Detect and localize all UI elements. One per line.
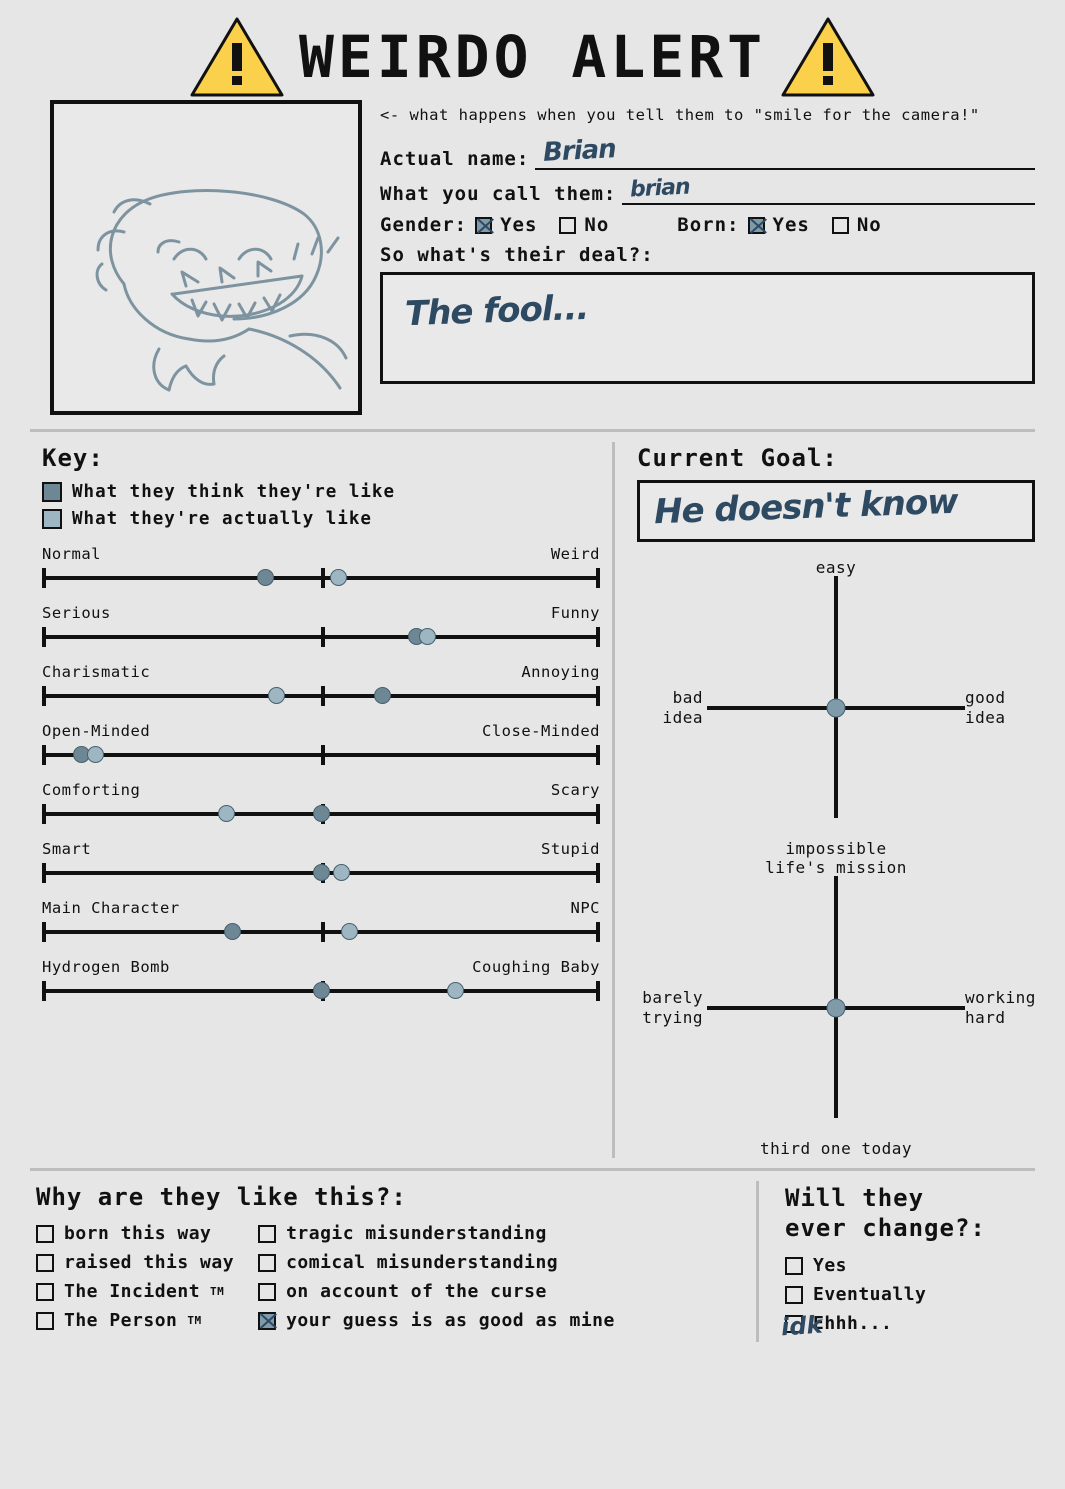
born-no-checkbox[interactable] (832, 217, 849, 234)
slider-tick (596, 922, 600, 942)
quadrant-bottom-label: impossible (785, 839, 887, 858)
slider-tick (42, 863, 46, 883)
actual-name-input[interactable] (535, 134, 1035, 170)
actual-name-label: Actual name: (380, 148, 530, 170)
quadrant-top-label: life's mission (765, 858, 907, 877)
why-option[interactable] (258, 1223, 615, 1244)
slider-right-label: Annoying (521, 663, 600, 681)
quadrant-left-line1: barely (642, 988, 703, 1007)
goal-input[interactable] (637, 480, 1035, 542)
slider-tick (596, 863, 600, 883)
gender-label: Gender: (380, 214, 468, 236)
quadrant-top-label: easy (815, 558, 857, 577)
call-them-input[interactable] (622, 174, 1035, 205)
checkbox-icon[interactable] (36, 1225, 54, 1243)
quadrant-chart-idea[interactable] (637, 558, 1035, 858)
change-option[interactable] (785, 1255, 1035, 1276)
warning-triangle-icon (780, 16, 876, 98)
slider-dot-think[interactable] (313, 864, 330, 881)
goal-value: He doesn't know (653, 481, 959, 533)
change-handwritten-note: idk (780, 1310, 824, 1342)
why-option-label: on account of the curse (286, 1281, 547, 1302)
quadrant-left-line2: idea (662, 708, 703, 727)
trait-slider[interactable] (42, 899, 600, 942)
trait-slider[interactable] (42, 663, 600, 706)
gender-no-checkbox[interactable] (559, 217, 576, 234)
trait-slider[interactable] (42, 958, 600, 1001)
slider-left-label: Serious (42, 604, 111, 622)
checkbox-icon[interactable] (785, 1257, 803, 1275)
slider-tick (596, 745, 600, 765)
slider-dot-actual[interactable] (333, 864, 350, 881)
trait-slider[interactable] (42, 781, 600, 824)
slider-right-label: Stupid (541, 840, 600, 858)
quadrant-right-line2: idea (965, 708, 1006, 727)
quadrant-right-label (965, 988, 1035, 1028)
born-yes-checkbox[interactable] (748, 217, 765, 234)
top-section (0, 100, 1065, 415)
quadrant-left-line1: bad (672, 688, 703, 707)
bottom-section (0, 1171, 1065, 1342)
slider-tick (596, 804, 600, 824)
slider-tick (321, 627, 325, 647)
slider-dot-think[interactable] (224, 923, 241, 940)
goal-title: Current Goal: (637, 444, 838, 472)
subject-details (380, 100, 1035, 415)
checkbox-icon[interactable] (258, 1225, 276, 1243)
deal-label: So what's their deal?: (380, 244, 654, 266)
change-option-label: Eventually (813, 1284, 927, 1305)
deal-textarea[interactable] (380, 272, 1035, 384)
slider-left-label: Smart (42, 840, 92, 858)
slider-tick (321, 568, 325, 588)
slider-dot-actual[interactable] (447, 982, 464, 999)
call-them-value: brian (629, 174, 691, 203)
portrait-caption: <- what happens when you tell them to "smile for the camera!" (380, 106, 980, 124)
key-swatch-icon (42, 482, 62, 502)
actual-name-value: Brian (542, 134, 617, 168)
slider-dot-actual[interactable] (87, 746, 104, 763)
slider-dot-think[interactable] (313, 805, 330, 822)
why-panel (30, 1171, 746, 1342)
quadrant-vertical-axis (834, 576, 838, 818)
slider-right-label: NPC (570, 899, 600, 917)
why-option[interactable] (258, 1252, 615, 1273)
why-option[interactable] (258, 1310, 615, 1331)
change-option[interactable] (785, 1284, 1035, 1305)
page-title: WEIRDO ALERT (298, 23, 767, 91)
key-title: Key: (42, 444, 104, 472)
slider-left-label: Comforting (42, 781, 141, 799)
traits-panel (30, 432, 600, 1158)
trait-slider[interactable] (42, 840, 600, 883)
trait-slider[interactable] (42, 545, 600, 588)
checkbox-icon[interactable] (258, 1254, 276, 1272)
slider-dot-think[interactable] (374, 687, 391, 704)
slider-tick (42, 627, 46, 647)
slider-right-label: Close-Minded (482, 722, 600, 740)
checkbox-icon[interactable] (785, 1286, 803, 1304)
slider-tick (321, 686, 325, 706)
change-option-label: Yes (813, 1255, 848, 1276)
why-option-label: comical misunderstanding (286, 1252, 559, 1273)
slider-right-label: Scary (550, 781, 600, 799)
slider-dot-think[interactable] (313, 982, 330, 999)
slider-right-label: Funny (550, 604, 600, 622)
why-option-label: your guess is as good as mine (286, 1310, 615, 1331)
warning-triangle-icon (189, 16, 285, 98)
page-header (0, 0, 1065, 100)
trademark-mark: TM (187, 1314, 202, 1327)
quadrant-marker[interactable] (827, 999, 846, 1018)
slider-dot-actual[interactable] (419, 628, 436, 645)
quadrant-chart-effort[interactable] (637, 858, 1035, 1158)
slider-tick (42, 981, 46, 1001)
call-them-row (380, 174, 1035, 205)
quadrant-marker[interactable] (827, 699, 846, 718)
call-them-label: What you call them: (380, 183, 617, 205)
slider-tick (596, 686, 600, 706)
why-option-label: born this way (64, 1223, 212, 1244)
middle-section (0, 432, 1065, 1158)
slider-tick (596, 627, 600, 647)
slider-left-label: Hydrogen Bomb (42, 958, 170, 976)
slider-tick (42, 686, 46, 706)
slider-tick (42, 922, 46, 942)
why-option[interactable] (36, 1223, 234, 1244)
gender-yes-label: Yes (500, 214, 538, 236)
slider-dot-actual[interactable] (341, 923, 358, 940)
why-column-1 (36, 1223, 234, 1331)
trait-slider[interactable] (42, 604, 600, 647)
born-yes-label: Yes (772, 214, 810, 236)
trait-slider[interactable] (42, 722, 600, 765)
slider-tick (42, 804, 46, 824)
slider-left-label: Charismatic (42, 663, 151, 681)
quadrant-vertical-axis (834, 876, 838, 1118)
slider-dot-think[interactable] (257, 569, 274, 586)
slider-tick (42, 745, 46, 765)
checkbox-icon[interactable] (36, 1283, 54, 1301)
why-option[interactable] (36, 1252, 234, 1273)
why-option-label: raised this way (64, 1252, 235, 1273)
change-title-line2: ever change?: (785, 1214, 986, 1242)
gender-yes-checkbox[interactable] (475, 217, 492, 234)
vertical-divider (756, 1181, 759, 1342)
slider-dot-actual[interactable] (330, 569, 347, 586)
slider-tick (321, 922, 325, 942)
key-swatch-icon (42, 509, 62, 529)
why-option[interactable] (258, 1281, 615, 1302)
quadrant-bottom-label: third one today (760, 1139, 912, 1158)
quadrant-right-line1: working (965, 988, 1036, 1007)
quadrant-right-line1: good (965, 688, 1006, 707)
slider-dot-actual[interactable] (218, 805, 235, 822)
deal-value: The fool... (404, 287, 589, 335)
quadrant-right-label (965, 688, 1035, 728)
quadrant-left-line2: trying (642, 1008, 703, 1027)
checkbox-icon[interactable] (36, 1254, 54, 1272)
quadrant-left-label (637, 988, 703, 1028)
slider-left-label: Main Character (42, 899, 180, 917)
slider-tick (596, 568, 600, 588)
vertical-divider (612, 442, 615, 1158)
slider-tick (42, 568, 46, 588)
change-option-label: Ehhh... (813, 1313, 893, 1334)
key-item-actual (42, 509, 600, 529)
slider-left-label: Open-Minded (42, 722, 151, 740)
why-option-label: The Incident (64, 1281, 201, 1302)
slider-right-label: Coughing Baby (472, 958, 600, 976)
slider-tick (596, 981, 600, 1001)
change-panel (777, 1171, 1035, 1342)
change-title-line1: Will they (785, 1184, 925, 1212)
goal-panel (631, 432, 1035, 1158)
slider-left-label: Normal (42, 545, 101, 563)
why-option[interactable] (36, 1310, 234, 1331)
gender-row (380, 214, 1035, 236)
subject-portrait (50, 100, 362, 415)
born-no-label: No (856, 214, 882, 236)
born-label: Born: (677, 214, 740, 236)
why-option-label: The Person (64, 1310, 178, 1331)
trademark-mark: TM (210, 1285, 225, 1298)
change-title (785, 1183, 1035, 1243)
checkbox-icon[interactable] (258, 1312, 276, 1330)
checkbox-icon[interactable] (258, 1283, 276, 1301)
slider-tick (321, 745, 325, 765)
quadrant-left-label (637, 688, 703, 728)
why-option[interactable] (36, 1281, 234, 1302)
why-option-label: tragic misunderstanding (286, 1223, 547, 1244)
why-column-2 (258, 1223, 615, 1331)
key-item-label: What they're actually like (72, 509, 372, 529)
checkbox-icon[interactable] (36, 1312, 54, 1330)
key-item-think (42, 482, 600, 502)
key-item-label: What they think they're like (72, 482, 396, 502)
quadrant-right-line2: hard (965, 1008, 1006, 1027)
gender-no-label: No (584, 214, 610, 236)
why-title: Why are they like this?: (36, 1183, 407, 1211)
slider-dot-actual[interactable] (268, 687, 285, 704)
slider-right-label: Weird (550, 545, 600, 563)
actual-name-row (380, 134, 1035, 170)
